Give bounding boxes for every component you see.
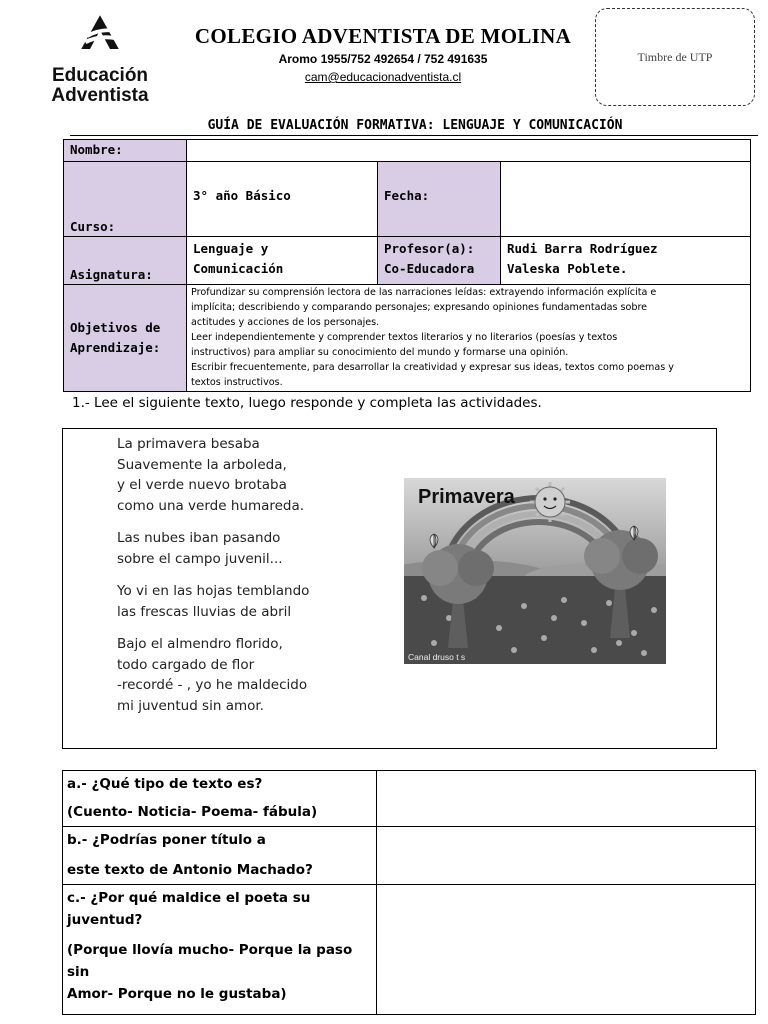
poem-line: mi juventud sin amor.	[117, 697, 264, 714]
poem-line: Yo vi en las hojas temblando	[117, 583, 310, 599]
profesor-value	[501, 237, 751, 285]
questions-table	[62, 770, 756, 1015]
question-options: (Cuento- Noticia- Poema- fábula)	[67, 804, 318, 820]
objetivo-line: textos instructivos.	[191, 377, 283, 388]
logo-wordmark	[30, 66, 170, 106]
poem-line: -recordé - , yo he maldecido	[117, 677, 308, 693]
poem-text	[117, 434, 309, 728]
objetivos-label-line-1: Objetivos de	[70, 320, 161, 335]
poem-line: Bajo el almendro florido,	[117, 636, 283, 652]
question-text: b.- ¿Podrías poner título a	[67, 832, 266, 848]
objetivo-line: Escribir frecuentemente, para desarrollar la creatividad y expresar sus ideas, textos como poemas y	[191, 362, 674, 373]
poem-line: sobre el campo juvenil...	[117, 550, 283, 567]
question-text: este texto de Antonio Machado?	[67, 862, 313, 878]
logo-line-2: Adventista	[51, 85, 149, 106]
asignatura-value-line-1: Lenguaje y	[193, 241, 269, 256]
poem-line: y el verde nuevo brotaba	[117, 477, 287, 493]
poem-line: las frescas lluvias de abril	[117, 603, 292, 620]
answer-c-field[interactable]	[377, 885, 756, 1015]
answer-b-field[interactable]	[377, 827, 756, 885]
poem-stanza-3	[117, 581, 309, 622]
school-name: COLEGIO ADVENTISTA DE MOLINA	[194, 24, 572, 48]
fecha-field[interactable]	[501, 162, 751, 237]
question-options: (Porque llovía mucho- Porque la paso sin	[67, 942, 353, 980]
poem-stanza-2	[117, 528, 309, 569]
objetivo-line: Profundizar su comprensión lectora de las narraciones leídas: extrayendo información explícita e	[191, 287, 657, 298]
logo-line-1: Educación	[51, 65, 149, 86]
question-a	[63, 771, 377, 827]
question-row-b	[63, 827, 756, 885]
objetivos-label	[64, 285, 187, 392]
poem-stanza-4	[117, 634, 309, 716]
curso-value: 3° año Básico	[187, 162, 378, 237]
asignatura-value	[187, 237, 378, 285]
activity-instruction: 1.- Lee el siguiente texto, luego responde y completa las actividades.	[72, 395, 542, 411]
question-b	[63, 827, 377, 885]
question-options: Amor- Porque no le gustaba)	[67, 986, 287, 1002]
illustration-title: Primavera	[418, 486, 515, 508]
objetivo-line: instructivos) para ampliar su conocimiento del mundo y formarse una opinión.	[191, 347, 569, 358]
poem-line: como una verde humareda.	[117, 497, 305, 514]
title-underline	[70, 135, 758, 136]
sun-icon	[530, 482, 570, 522]
profesor-value-line-2: Valeska Poblete.	[507, 261, 628, 276]
answer-a-field[interactable]	[377, 771, 756, 827]
nombre-field[interactable]	[187, 140, 751, 162]
objetivos-text	[187, 285, 751, 392]
question-c	[63, 885, 377, 1015]
student-info-table	[63, 139, 751, 392]
profesor-label-line-2: Co-Educadora	[384, 261, 475, 276]
profesor-label	[378, 237, 501, 285]
profesor-label-line-1: Profesor(a):	[384, 241, 475, 256]
question-text: juventud?	[67, 912, 143, 928]
objetivos-label-line-2: Aprendizaje:	[70, 340, 161, 355]
guide-title: GUÍA DE EVALUACIÓN FORMATIVA: LENGUAJE Y COMUNICACIÓN	[207, 118, 623, 133]
question-row-c	[63, 885, 756, 1015]
school-phone: Aromo 1955/752 492654 / 752 491635	[278, 52, 488, 66]
asignatura-label: Asignatura:	[64, 237, 187, 285]
nombre-label: Nombre:	[64, 140, 187, 162]
poem-line: Las nubes iban pasando	[117, 530, 281, 546]
poem-line: todo cargado de flor	[117, 656, 255, 673]
fecha-label: Fecha:	[378, 162, 501, 237]
question-text: a.- ¿Qué tipo de texto es?	[67, 776, 263, 792]
profesor-value-line-1: Rudi Barra Rodríguez	[507, 241, 658, 256]
illustration-credit: Canal druso t s	[408, 652, 466, 662]
objetivo-line: implícita; describiendo y comparando personajes; expresando opiniones fundamentadas sobre	[191, 302, 648, 313]
curso-label: Curso:	[64, 162, 187, 237]
poem-line: Suavemente la arboleda,	[117, 456, 287, 473]
poem-line: La primavera besaba	[117, 436, 260, 452]
objetivo-line: actitudes y acciones de los personajes.	[191, 317, 380, 328]
poem-stanza-1	[117, 434, 309, 516]
question-row-a	[63, 771, 756, 827]
objetivo-line: Leer independientemente y comprender textos literarios y no literarios (poesías y textos	[191, 332, 618, 343]
school-email-link[interactable]: cam@educacionadventista.cl	[304, 70, 462, 84]
utp-stamp-box: Timbre de UTP	[595, 8, 755, 106]
question-text: c.- ¿Por qué maldice el poeta su	[67, 890, 311, 906]
asignatura-value-line-2: Comunicación	[193, 261, 284, 276]
